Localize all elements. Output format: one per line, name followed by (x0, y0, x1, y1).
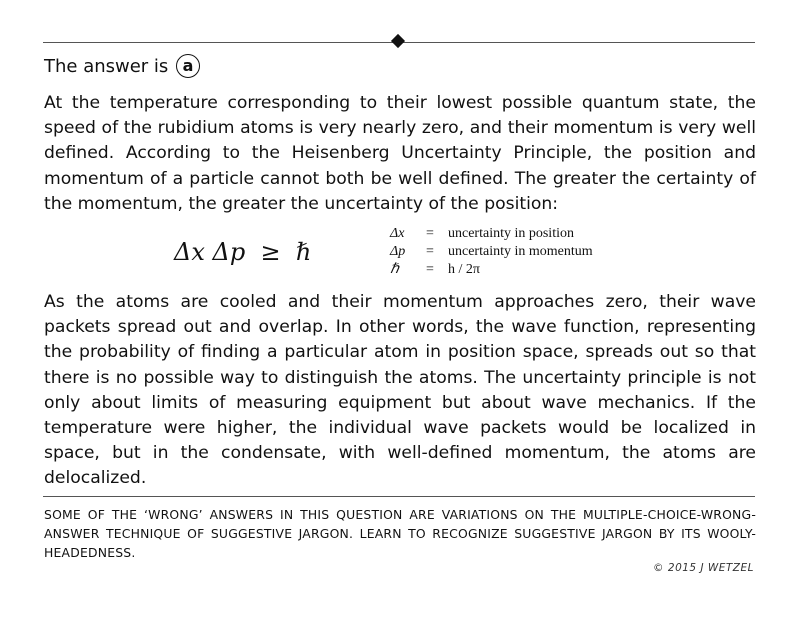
definition-meaning: uncertainty in position (448, 226, 574, 241)
answer-choice-badge: a (176, 54, 200, 78)
definition-symbol: Δp (390, 244, 406, 259)
definition-equals: = (426, 262, 434, 277)
bottom-divider (43, 496, 755, 497)
definition-symbol: Δx (390, 226, 405, 241)
definition-meaning: uncertainty in momentum (448, 244, 593, 259)
uncertainty-equation (174, 238, 311, 266)
answer-prefix: The answer is (44, 56, 169, 77)
symbol-definitions (390, 225, 593, 279)
answer-line (44, 54, 200, 80)
definition-row (390, 225, 593, 243)
copyright: © 2015 J WETZEL (653, 562, 754, 574)
definition-meaning: h / 2π (448, 262, 480, 277)
diamond-ornament-icon (391, 34, 405, 48)
definition-row (390, 243, 593, 261)
definition-equals: = (426, 226, 434, 241)
definition-row (390, 261, 593, 279)
definition-equals: = (426, 244, 434, 259)
equation-delta-p: Δp (212, 238, 246, 266)
equation-delta-x: Δx (174, 238, 205, 266)
explanation-paragraph-2: As the atoms are cooled and their momentum approaches zero, their wave packets spread out and overlap. In other words, the wave function, representing the probability of finding a particular atom in position space, spreads out so that there is no possible way to distinguish the atoms. The uncertainty principle is not only about limits of measuring equipment but about wave mechanics. If the temperature were higher, the individual wave packets would be localized in space, but in the condensate, with well-defined momentum, the atoms are delocalized. (44, 292, 756, 489)
footnote: SOME OF THE ‘WRONG’ ANSWERS IN THIS QUESTION ARE VARIATIONS ON THE MULTIPLE-CHOICE-WRONG-ANSWER TECHNIQUE OF SUGGESTIVE JARGON. LEARN TO RECOGNIZE SUGGESTIVE JARGON BY ITS WOOLY-HEADEDNESS. (44, 507, 756, 560)
definition-symbol: ℏ (390, 262, 399, 277)
explanation-paragraph-1: At the temperature corresponding to their lowest possible quantum state, the speed of the rubidium atoms is very nearly zero, and their momentum is very well defined. According to the Heisenberg Uncertainty Principle, the position and momentum of a particle cannot both be well defined. The greater the certainty of the momentum, the greater the uncertainty of the position: (44, 93, 756, 214)
equation-relation: ≥ (260, 238, 281, 266)
equation-hbar: ℏ (295, 238, 312, 266)
